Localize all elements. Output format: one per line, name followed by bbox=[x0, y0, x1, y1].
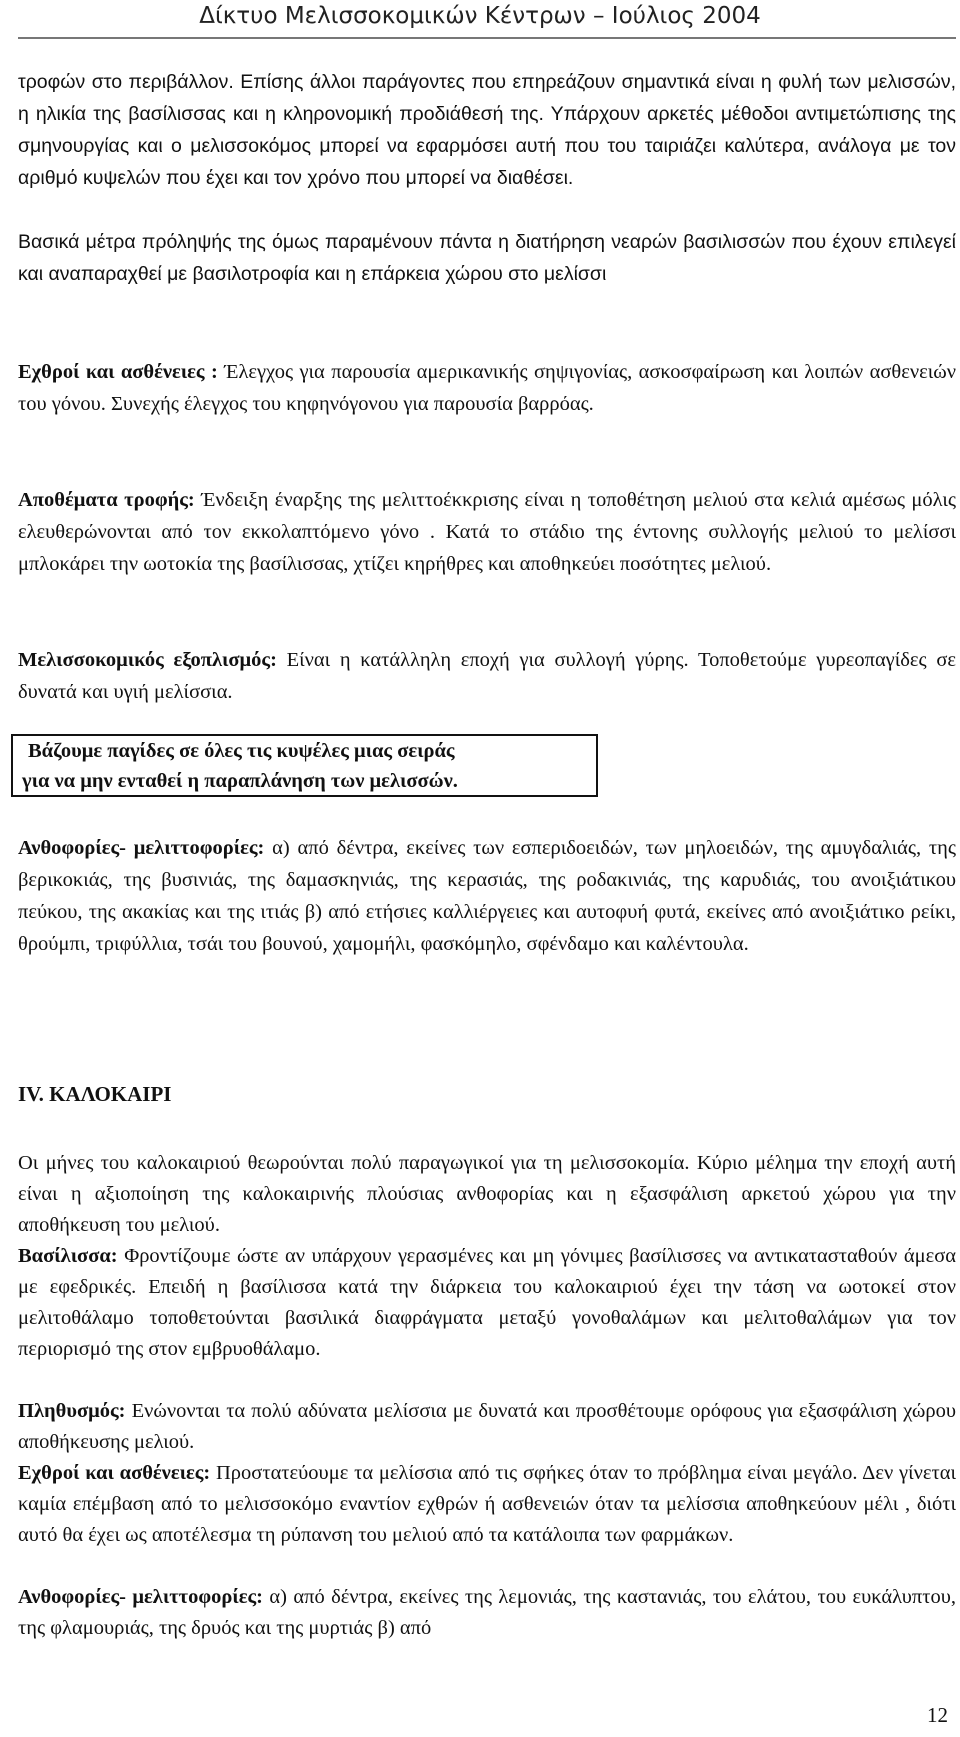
spring-flora-paragraph bbox=[18, 832, 956, 960]
summer-queen-text: Φροντίζουμε ώστε αν υπάρχουν γερασμένες και μη γόνιμες βασίλισσες να αντικατασταθούν άμεσα με εφεδρικές. Επειδή η βασίλισσα κατά την διάρκεια του καλοκαιριού έχει την τάση να ωοτοκεί στον μελιτοθάλαμο τοποθετούνται βασιλικά διαφράγματα μεταξύ γονοθαλάμων και μελιτοθαλάμων για τον περιορισμό της στον εμβρυοθάλαμο. bbox=[18, 1245, 956, 1360]
spring-equipment-paragraph bbox=[18, 644, 956, 708]
summer-flora-label: Ανθοφορίες- μελιττοφορίες: bbox=[18, 1586, 263, 1608]
boxed-note bbox=[11, 734, 598, 797]
spring-enemies-paragraph bbox=[18, 356, 956, 420]
spring-stores-paragraph bbox=[18, 484, 956, 580]
summer-population-paragraph bbox=[18, 1396, 956, 1458]
summer-enemies-text: Προστατεύουμε τα μελίσσια από τις σφήκες όταν το πρόβλημα είναι μεγάλο. Δεν γίνεται καμία επέμβαση από το μελισσοκόμο εναντίον εχθρών ή ασθενειών όταν τα μελίσσια αποθηκεύουν μέλι , διότι αυτό θα έχει ως αποτέλεσμα τη ρύπανση του μελιού από τα κατάλοιπα των φαρμάκων. bbox=[18, 1462, 956, 1546]
prevention-paragraph: Βασικά μέτρα πρόληψής της όμως παραμένουν πάντα η διατήρηση νεαρών βασιλισσών που έχουν επιλεγεί και αναπαραχθεί με βασιλοτροφία και η επάρκεια χώρου στο μελίσσι bbox=[18, 231, 956, 285]
spring-enemies-text: Έλεγχος για παρουσία αμερικανικής σηψιγονίας, ασκοσφαίρωση και λοιπών ασθενειών του γόνου. Συνεχής έλεγχος του κηφηνόγονου για παρουσία βαρρόας. bbox=[18, 361, 956, 415]
section-title-summer: IV. ΚΑΛΟΚΑΙΡΙ bbox=[18, 1082, 172, 1106]
intro-paragraph: τροφών στο περιβάλλον. Επίσης άλλοι παράγοντες που επηρεάζουν σημαντικά είναι η φυλή των μελισσών, η ηλικία της βασίλισσας και η κληρονομική προδιάθεσή της. Υπάρχουν αρκετές μέθοδοι αντιμετώπισης της σμηνουργίας και ο μελισσοκόμος μπορεί να εφαρμόσει αυτή που του ταιριάζει καλύτερα, ανάλογα με τον αριθμό κυψελών που έχει και τον χρόνο που μπορεί να διαθέσει. bbox=[18, 71, 956, 189]
summer-population-label: Πληθυσμός: bbox=[18, 1400, 126, 1422]
summer-intro-paragraph: Οι μήνες του καλοκαιριού θεωρούνται πολύ παραγωγικοί για τη μελισσοκομία. Κύριο μέλημα την εποχή αυτή είναι η αξιοποίηση της καλοκαιρινής πλούσιας ανθοφορίας και η εξασφάλιση αρκετού χώρου για την αποθήκευση του μελιού. bbox=[18, 1152, 956, 1236]
summer-flora-paragraph bbox=[18, 1582, 956, 1644]
spring-equipment-label: Μελισσοκομικός εξοπλισμός: bbox=[18, 649, 277, 671]
boxed-note-line-1: Βάζουμε παγίδες σε όλες τις κυψέλες μιας σειράς bbox=[28, 740, 455, 762]
summer-queen-paragraph bbox=[18, 1241, 956, 1365]
summer-enemies-label: Εχθροί και ασθένειες: bbox=[18, 1462, 211, 1484]
spring-flora-text: α) από δέντρα, εκείνες των εσπεριδοειδών, των μηλοειδών, της αμυγδαλιάς, της βερικοκιάς, της βυσινιάς, της δαμασκηνιάς, της κερασιάς, της ροδακινιάς, της καρυδιάς, του ανοιξιάτικου πεύκου, της ακακίας και της ιτιάς β) από ετήσιες καλλιέργειες και αυτοφυή φυτά, εκείνες από ανοιξιάτικο ρείκι, θρούμπι, τριφύλλια, τσάι του βουνού, χαμομήλι, φασκόμηλο, σφένδαμο και καλέντουλα. bbox=[18, 837, 956, 955]
spring-stores-label: Αποθέματα τροφής: bbox=[18, 489, 195, 511]
summer-enemies-paragraph bbox=[18, 1458, 956, 1551]
spring-stores-text: Ένδειξη έναρξης της μελιττοέκκρισης είναι η τοποθέτηση μελιού στα κελιά αμέσως μόλις ελευθερώνονται από τον εκκολαπτόμενο γόνο . Κατά το στάδιο της έντονης συλλογής μελιού το μελίσσι μπλοκάρει την ωοτοκία της βασίλισσας, χτίζει κηρήθρες και αποθηκεύει ποσότητες μελιού. bbox=[18, 489, 956, 575]
summer-queen-label: Βασίλισσα: bbox=[18, 1245, 118, 1267]
page-number: 12 bbox=[927, 1703, 948, 1727]
spring-equipment-text: Είναι η κατάλληλη εποχή για συλλογή γύρης. Τοποθετούμε γυρεοπαγίδες σε δυνατά και υγιή μελίσσια. bbox=[18, 649, 956, 703]
summer-flora-text: α) από δέντρα, εκείνες της λεμονιάς, της καστανιάς, του ελάτου, του ευκάλυπτου, της φλαμουριάς, της δρυός και της μυρτιάς β) από bbox=[18, 1586, 956, 1639]
summer-population-text: Ενώνονται τα πολύ αδύνατα μελίσσια με δυνατά και προσθέτουμε ορόφους για εξασφάλιση χώρου αποθήκευσης μελιού. bbox=[18, 1400, 956, 1453]
header-divider bbox=[18, 37, 956, 39]
page-header: Δίκτυο Μελισσοκομικών Κέντρων – Ιούλιος 2004 bbox=[199, 3, 761, 29]
boxed-note-line-2: για να μην ενταθεί η παραπλάνηση των μελισσών. bbox=[22, 770, 458, 792]
spring-enemies-label: Εχθροί και ασθένειες : bbox=[18, 361, 218, 383]
spring-flora-label: Ανθοφορίες- μελιττοφορίες: bbox=[18, 837, 265, 859]
